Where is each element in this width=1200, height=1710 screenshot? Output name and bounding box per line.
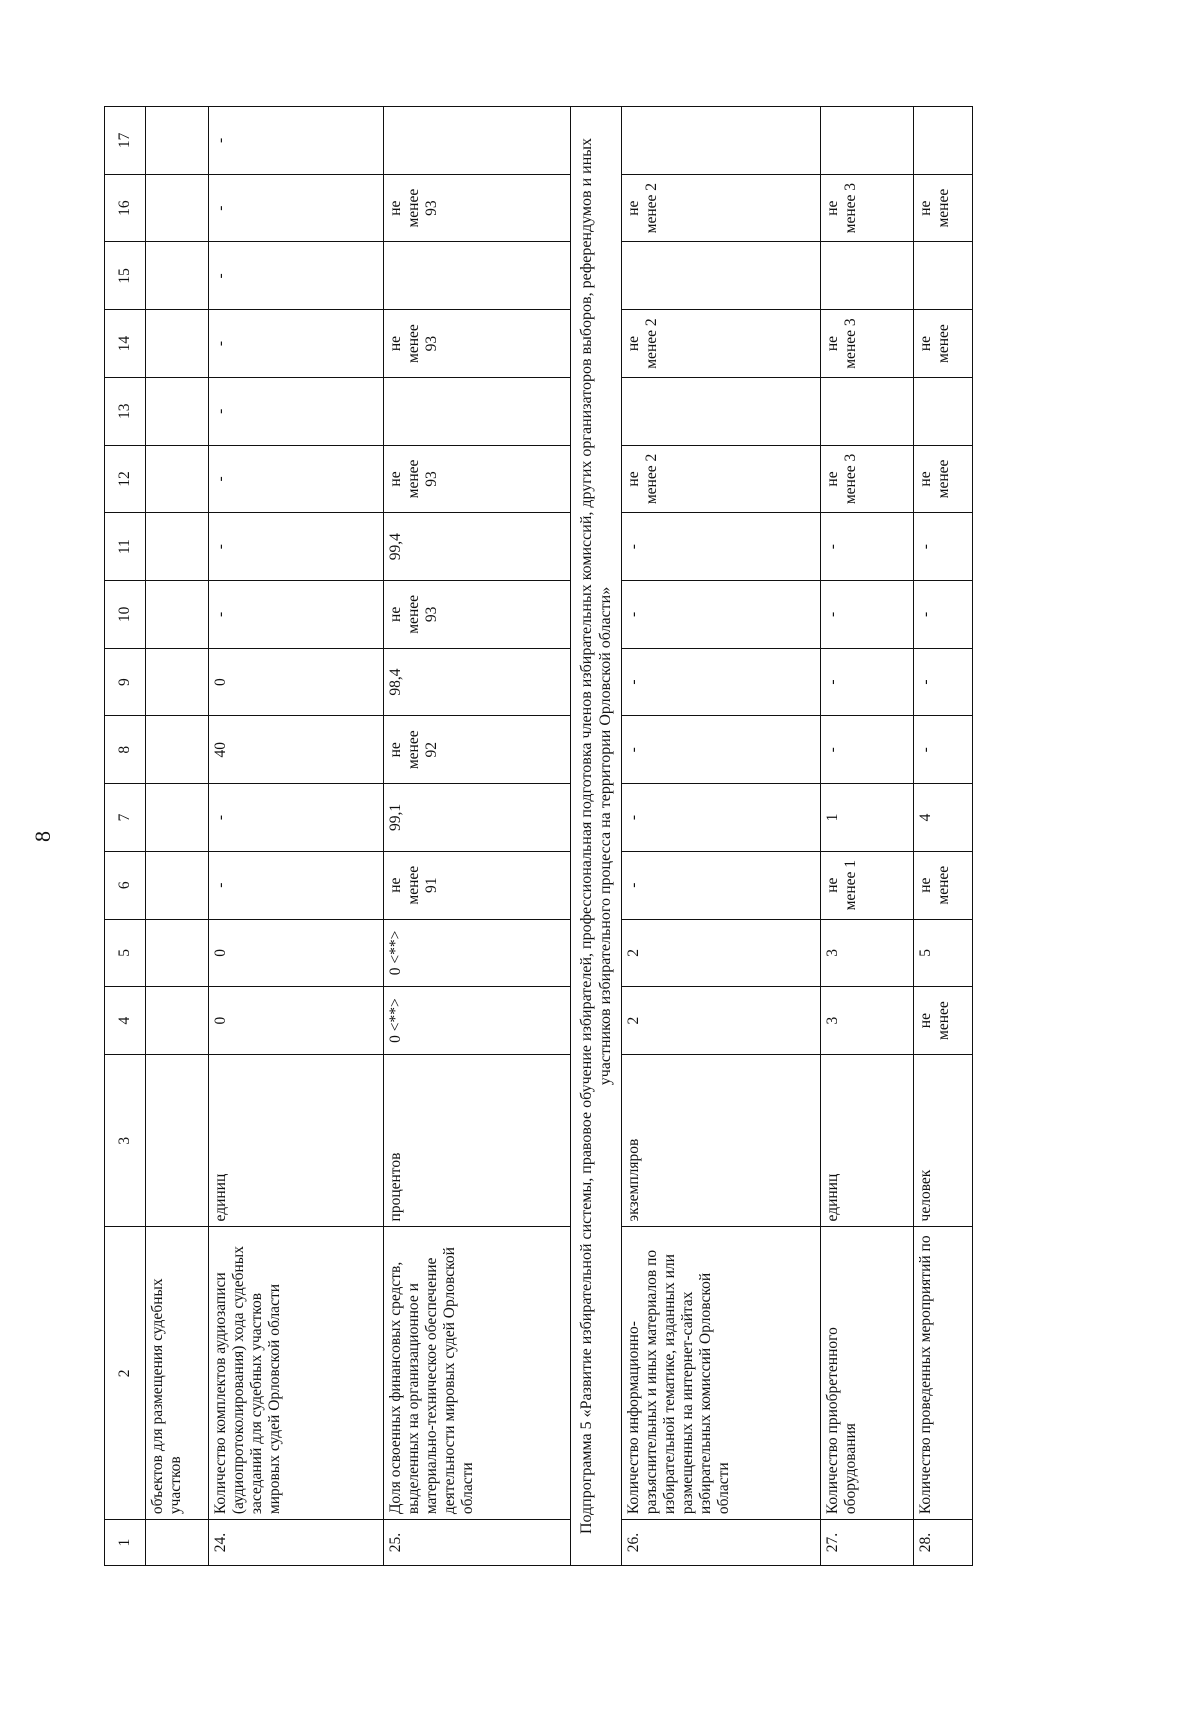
value-cell: - bbox=[914, 716, 973, 784]
value-cell: 98,4 bbox=[384, 648, 571, 716]
value-cell: - bbox=[622, 513, 821, 581]
value-cell: - bbox=[209, 851, 384, 919]
value-cell bbox=[146, 581, 209, 649]
column-number-row bbox=[105, 107, 146, 1566]
value-cell bbox=[146, 919, 209, 987]
value-cell: не менее 93 bbox=[384, 310, 571, 378]
value-cell: - bbox=[209, 310, 384, 378]
row-number: 26. bbox=[622, 1520, 821, 1566]
column-number-2: 2 bbox=[105, 1227, 146, 1520]
page-number: 8 bbox=[30, 831, 55, 842]
unit-of-measure: экземпляров bbox=[622, 1054, 821, 1227]
value-cell bbox=[914, 377, 973, 445]
subprogram-heading: Подпрограмма 5 «Развитие избирательной системы, правовое обучение избирателей, профессиональная подготовка членов избирательных комиссий, других организаторов выборов, референдумов и иных участников избирательного процесса на территории Орловской области» bbox=[571, 107, 622, 1566]
table-row bbox=[821, 107, 914, 1566]
column-number-11: 11 bbox=[105, 513, 146, 581]
row-number: 27. bbox=[821, 1520, 914, 1566]
indicator-name: Количество проведенных мероприятий по bbox=[914, 1227, 973, 1520]
column-number-10: 10 bbox=[105, 581, 146, 649]
column-number-4: 4 bbox=[105, 987, 146, 1055]
value-cell: - bbox=[821, 648, 914, 716]
table-row bbox=[622, 107, 821, 1566]
value-cell bbox=[384, 377, 571, 445]
value-cell: не менее 91 bbox=[384, 851, 571, 919]
value-cell: - bbox=[914, 648, 973, 716]
value-cell: не менее 93 bbox=[384, 581, 571, 649]
value-cell: не менее 2 bbox=[622, 445, 821, 513]
column-number-15: 15 bbox=[105, 242, 146, 310]
column-number-16: 16 bbox=[105, 174, 146, 242]
value-cell: не менее 3 bbox=[821, 174, 914, 242]
value-cell bbox=[146, 716, 209, 784]
value-cell: не менее 2 bbox=[622, 174, 821, 242]
value-cell bbox=[914, 242, 973, 310]
value-cell: 99,1 bbox=[384, 784, 571, 852]
column-number-7: 7 bbox=[105, 784, 146, 852]
value-cell: 4 bbox=[914, 784, 973, 852]
unit-of-measure: единиц bbox=[821, 1054, 914, 1227]
value-cell: - bbox=[209, 377, 384, 445]
value-cell bbox=[914, 107, 973, 175]
value-cell: 0 bbox=[209, 919, 384, 987]
unit-of-measure: человек bbox=[914, 1054, 973, 1227]
rotated-table-container bbox=[104, 106, 1070, 1566]
unit-of-measure bbox=[146, 1054, 209, 1227]
value-cell bbox=[384, 107, 571, 175]
value-cell: не менее bbox=[914, 851, 973, 919]
value-cell: - bbox=[209, 174, 384, 242]
column-number-8: 8 bbox=[105, 716, 146, 784]
value-cell: 2 bbox=[622, 987, 821, 1055]
value-cell bbox=[146, 107, 209, 175]
value-cell bbox=[821, 107, 914, 175]
value-cell: не менее 93 bbox=[384, 445, 571, 513]
value-cell bbox=[622, 377, 821, 445]
column-number-17: 17 bbox=[105, 107, 146, 175]
column-number-9: 9 bbox=[105, 648, 146, 716]
column-number-12: 12 bbox=[105, 445, 146, 513]
value-cell: не менее 1 bbox=[821, 851, 914, 919]
subprogram-row bbox=[571, 107, 622, 1566]
column-number-13: 13 bbox=[105, 377, 146, 445]
value-cell: - bbox=[622, 716, 821, 784]
value-cell bbox=[146, 174, 209, 242]
value-cell bbox=[146, 987, 209, 1055]
value-cell: не менее bbox=[914, 174, 973, 242]
value-cell: 5 bbox=[914, 919, 973, 987]
value-cell: - bbox=[622, 581, 821, 649]
value-cell: - bbox=[622, 648, 821, 716]
indicator-name: объектов для размещения судебных участков bbox=[146, 1227, 209, 1520]
value-cell: 0 bbox=[209, 648, 384, 716]
value-cell: не менее bbox=[914, 987, 973, 1055]
value-cell bbox=[146, 445, 209, 513]
value-cell: - bbox=[622, 784, 821, 852]
value-cell: - bbox=[914, 513, 973, 581]
row-number: 25. bbox=[384, 1520, 571, 1566]
value-cell: не менее 3 bbox=[821, 445, 914, 513]
row-number: 24. bbox=[209, 1520, 384, 1566]
value-cell: - bbox=[209, 242, 384, 310]
value-cell: - bbox=[821, 513, 914, 581]
value-cell: 99,4 bbox=[384, 513, 571, 581]
value-cell bbox=[146, 310, 209, 378]
value-cell: 3 bbox=[821, 987, 914, 1055]
value-cell bbox=[622, 242, 821, 310]
value-cell: не менее bbox=[914, 310, 973, 378]
value-cell: 3 bbox=[821, 919, 914, 987]
table-body bbox=[146, 107, 973, 1566]
value-cell bbox=[821, 377, 914, 445]
value-cell: 2 bbox=[622, 919, 821, 987]
value-cell: 40 bbox=[209, 716, 384, 784]
value-cell: 0 <**> bbox=[384, 987, 571, 1055]
column-number-3: 3 bbox=[105, 1054, 146, 1227]
value-cell: 1 bbox=[821, 784, 914, 852]
value-cell: - bbox=[914, 581, 973, 649]
row-number bbox=[146, 1520, 209, 1566]
column-number-6: 6 bbox=[105, 851, 146, 919]
value-cell: - bbox=[209, 445, 384, 513]
value-cell bbox=[384, 242, 571, 310]
value-cell bbox=[146, 784, 209, 852]
column-number-14: 14 bbox=[105, 310, 146, 378]
unit-of-measure: единиц bbox=[209, 1054, 384, 1227]
value-cell bbox=[821, 242, 914, 310]
indicators-table bbox=[104, 106, 973, 1566]
row-number: 28. bbox=[914, 1520, 973, 1566]
indicator-name: Количество информационно-разъяснительных и иных материалов по избирательной тематике, изданных или размещенных на интернет-сайтах избирательных комиссий Орловской области bbox=[622, 1227, 821, 1520]
value-cell: - bbox=[209, 513, 384, 581]
indicator-name: Количество приобретенного оборудования bbox=[821, 1227, 914, 1520]
value-cell: не менее 93 bbox=[384, 174, 571, 242]
value-cell: - bbox=[821, 716, 914, 784]
value-cell: - bbox=[209, 784, 384, 852]
value-cell bbox=[146, 851, 209, 919]
value-cell: 0 <**> bbox=[384, 919, 571, 987]
table-header bbox=[105, 107, 146, 1566]
table-row bbox=[146, 107, 209, 1566]
value-cell: не менее 3 bbox=[821, 310, 914, 378]
value-cell: не менее 92 bbox=[384, 716, 571, 784]
value-cell: не менее bbox=[914, 445, 973, 513]
unit-of-measure: процентов bbox=[384, 1054, 571, 1227]
value-cell: - bbox=[821, 581, 914, 649]
table-row bbox=[914, 107, 973, 1566]
indicator-name: Количество комплектов аудиозаписи (аудиопротоколирования) хода судебных заседаний для судебных участков мировых судей Орловской области bbox=[209, 1227, 384, 1520]
value-cell: - bbox=[209, 581, 384, 649]
value-cell: - bbox=[209, 107, 384, 175]
value-cell bbox=[622, 107, 821, 175]
column-number-5: 5 bbox=[105, 919, 146, 987]
column-number-1: 1 bbox=[105, 1520, 146, 1566]
value-cell: - bbox=[622, 851, 821, 919]
table-row bbox=[209, 107, 384, 1566]
value-cell bbox=[146, 242, 209, 310]
value-cell: 0 bbox=[209, 987, 384, 1055]
indicator-name: Доля освоенных финансовых средств, выделенных на организационное и материально-техническое обеспечение деятельности мировых судей Орловской области bbox=[384, 1227, 571, 1520]
value-cell bbox=[146, 648, 209, 716]
table-row bbox=[384, 107, 571, 1566]
value-cell: не менее 2 bbox=[622, 310, 821, 378]
value-cell bbox=[146, 377, 209, 445]
value-cell bbox=[146, 513, 209, 581]
